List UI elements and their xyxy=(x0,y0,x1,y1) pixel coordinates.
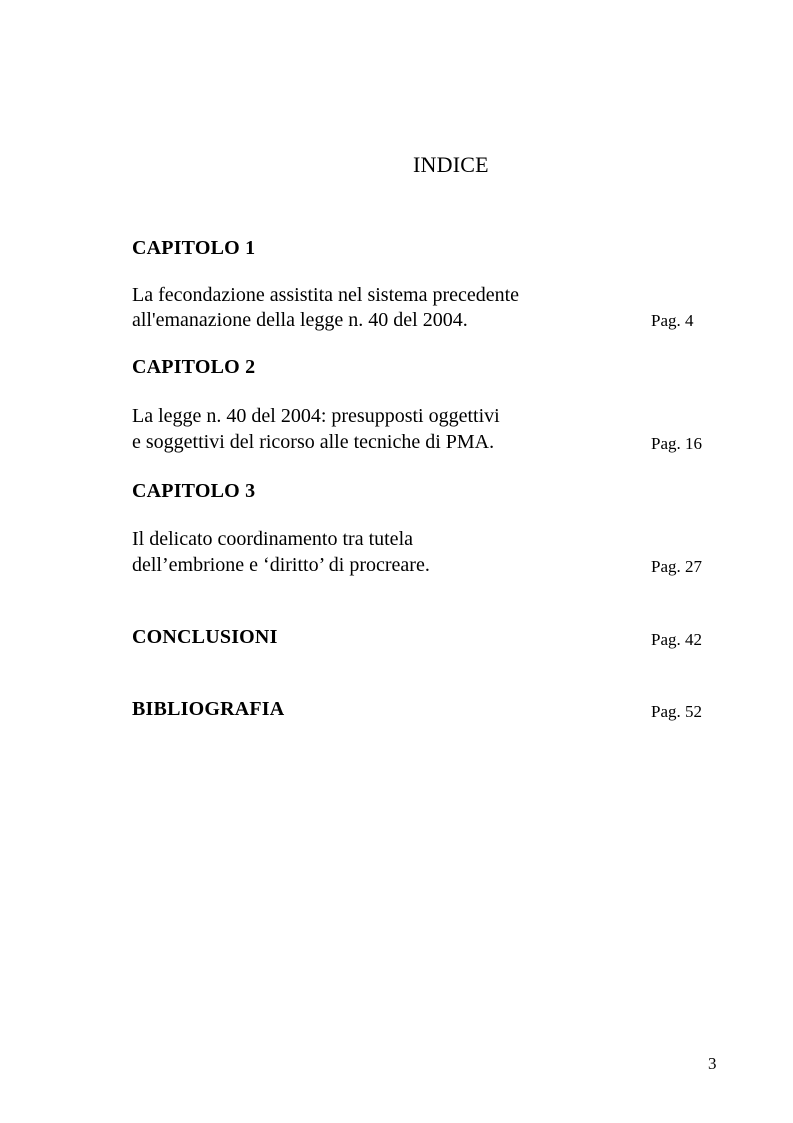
chapter-2-heading: CAPITOLO 2 xyxy=(132,356,256,378)
chapter-2-title-line-2: e soggettivi del ricorso alle tecniche di PMA. xyxy=(132,431,495,453)
bibliography-page-ref: Pag. 52 xyxy=(651,702,702,721)
page-number: 3 xyxy=(708,1054,717,1073)
chapter-1-page-ref: Pag. 4 xyxy=(651,311,694,330)
chapter-1-title-line-1: La fecondazione assistita nel sistema precedente xyxy=(132,284,520,306)
chapter-2-title-line-1: La legge n. 40 del 2004: presupposti oggettivi xyxy=(132,405,500,427)
page-title: INDICE xyxy=(413,152,489,177)
chapter-1-heading: CAPITOLO 1 xyxy=(132,237,256,259)
chapter-1-title-line-2: all'emanazione della legge n. 40 del 2004. xyxy=(132,309,468,331)
conclusions-heading: CONCLUSIONI xyxy=(132,626,278,648)
chapter-3-page-ref: Pag. 27 xyxy=(651,557,702,576)
bibliography-heading: BIBLIOGRAFIA xyxy=(132,698,285,720)
chapter-3-heading: CAPITOLO 3 xyxy=(132,480,256,502)
conclusions-page-ref: Pag. 42 xyxy=(651,630,702,649)
chapter-3-title-line-2: dell’embrione e ‘diritto’ di procreare. xyxy=(132,554,430,576)
chapter-3-title-line-1: Il delicato coordinamento tra tutela xyxy=(132,528,413,550)
chapter-2-page-ref: Pag. 16 xyxy=(651,434,702,453)
